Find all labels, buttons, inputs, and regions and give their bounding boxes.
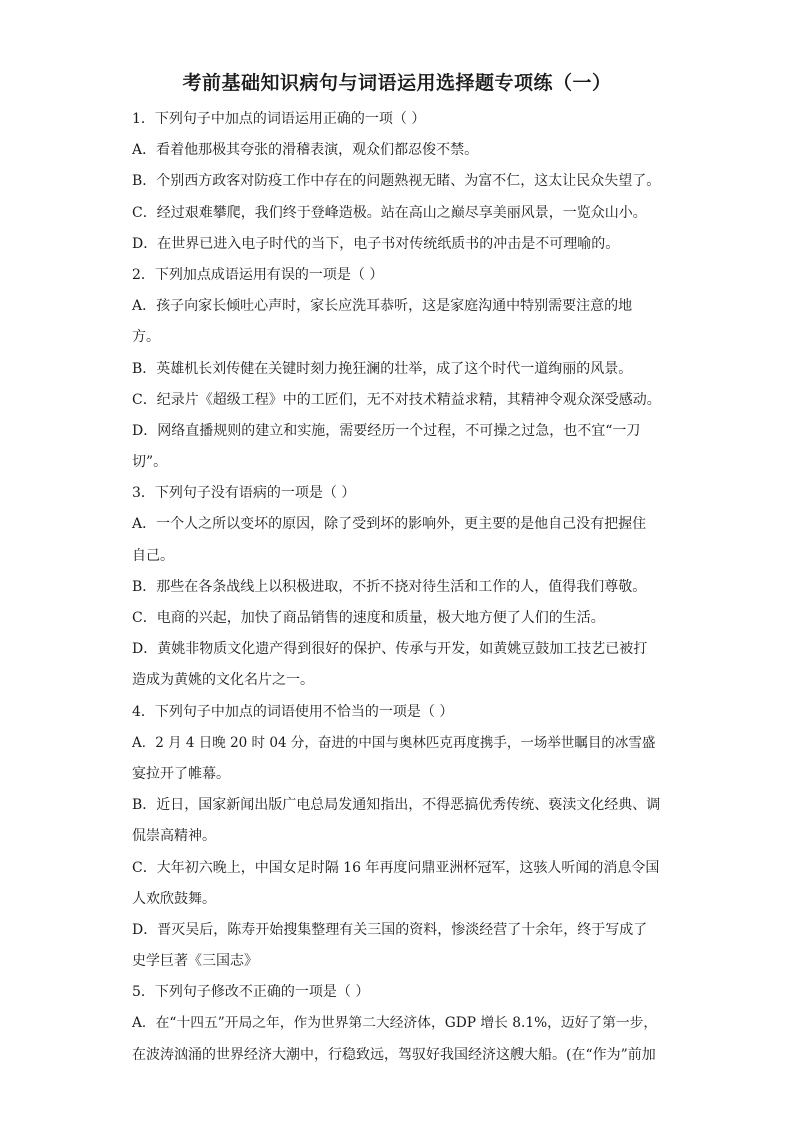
page-title: 考前基础知识病句与词语运用选择题专项练（一）: [182, 72, 612, 94]
text-line: D．在世界已进入电子时代的当下，电子书对传统纸质书的冲击是不可理喻的。: [132, 235, 620, 252]
text-line: 2．下列加点成语运用有误的一项是（ ）: [132, 266, 384, 283]
text-line: D．晋灭吴后，陈寿开始搜集整理有关三国的资料，惨淡经营了十余年，终于写成了: [132, 921, 648, 938]
text-line: D．黄姚非物质文化遗产得到很好的保护、传承与开发，如黄姚豆鼓加工技艺已被打: [132, 641, 648, 658]
text-line: B．近日，国家新闻出版广电总局发通知指出，不得恶搞优秀传统、亵渎文化经典、调: [132, 797, 661, 814]
text-line: 侃崇高精神。: [132, 828, 216, 845]
text-line: C．纪录片《超级工程》中的工匠们，无不对技术精益求精，其精神令观众深受感动。: [132, 391, 661, 408]
text-line: B．英雄机长刘传健在关键时刻力挽狂澜的壮举，成了这个时代一道绚丽的风景。: [132, 360, 633, 377]
text-line: 1．下列句子中加点的词语运用正确的一项（ ）: [132, 111, 426, 127]
text-line: C．电商的兴起，加快了商品销售的速度和质量，极大地方便了人们的生活。: [132, 610, 605, 626]
text-line: A．一个人之所以变坏的原因，除了受到坏的影响外，更主要的是他自己没有把握住: [132, 516, 647, 533]
text-line: A．看着他那极其夸张的滑稽表演，观众们都忍俊不禁。: [132, 142, 479, 159]
text-line: A．孩子向家长倾吐心声时，家长应洗耳恭听，这是家庭沟通中特别需要注意的地: [132, 298, 633, 315]
question-list: [132, 104, 662, 1071]
text-line: D．网络直播规则的建立和实施，需要经历一个过程，不可操之过急，也不宜“一刀: [132, 422, 641, 439]
text-line: A．2 月 4 日晚 20 时 04 分，奋进的中国与奥林匹克再度携手，一场举世瞩目的冰雪盛: [132, 734, 656, 751]
text-line: 切”。: [132, 454, 168, 471]
text-line: C．经过艰难攀爬，我们终于登峰造极。站在高山之巅尽享美丽风景，一览众山小。: [132, 204, 647, 221]
text-line: C．大年初六晚上，中国女足时隔 16 年再度问鼎亚洲杯冠军，这骇人听闻的消息令国: [132, 859, 660, 876]
text-line: B．个别西方政客对防疫工作中存在的问题熟视无睹、为富不仁，这太让民众失望了。: [132, 173, 661, 190]
text-line: 宴拉开了帷幕。: [132, 765, 230, 782]
text-line: 人欢欣鼓舞。: [132, 890, 216, 907]
text-line: 在波涛汹涌的世界经济大潮中，行稳致远，驾驭好我国经济这艘大船。(在“作为”前加: [132, 1046, 656, 1063]
text-line: 史学巨著《三国志》: [132, 953, 258, 970]
text-line: 自己。: [132, 547, 174, 564]
text-line: 5．下列句子修改不正确的一项是（ ）: [132, 984, 370, 1001]
text-line: 方。: [132, 329, 160, 346]
text-line: A．在“十四五”开局之年，作为世界第二大经济体，GDP 增长 8.1%，迈好了第一步，: [132, 1015, 658, 1032]
text-line: 4．下列句子中加点的词语使用不恰当的一项是（ ）: [132, 703, 454, 720]
text-line: 造成为黄姚的文化名片之一。: [132, 672, 314, 689]
text-line: 3．下列句子没有语病的一项是（ ）: [132, 485, 356, 502]
text-line: B．那些在各条战线上以积极进取，不折不挠对待生活和工作的人，值得我们尊敬。: [132, 578, 647, 595]
